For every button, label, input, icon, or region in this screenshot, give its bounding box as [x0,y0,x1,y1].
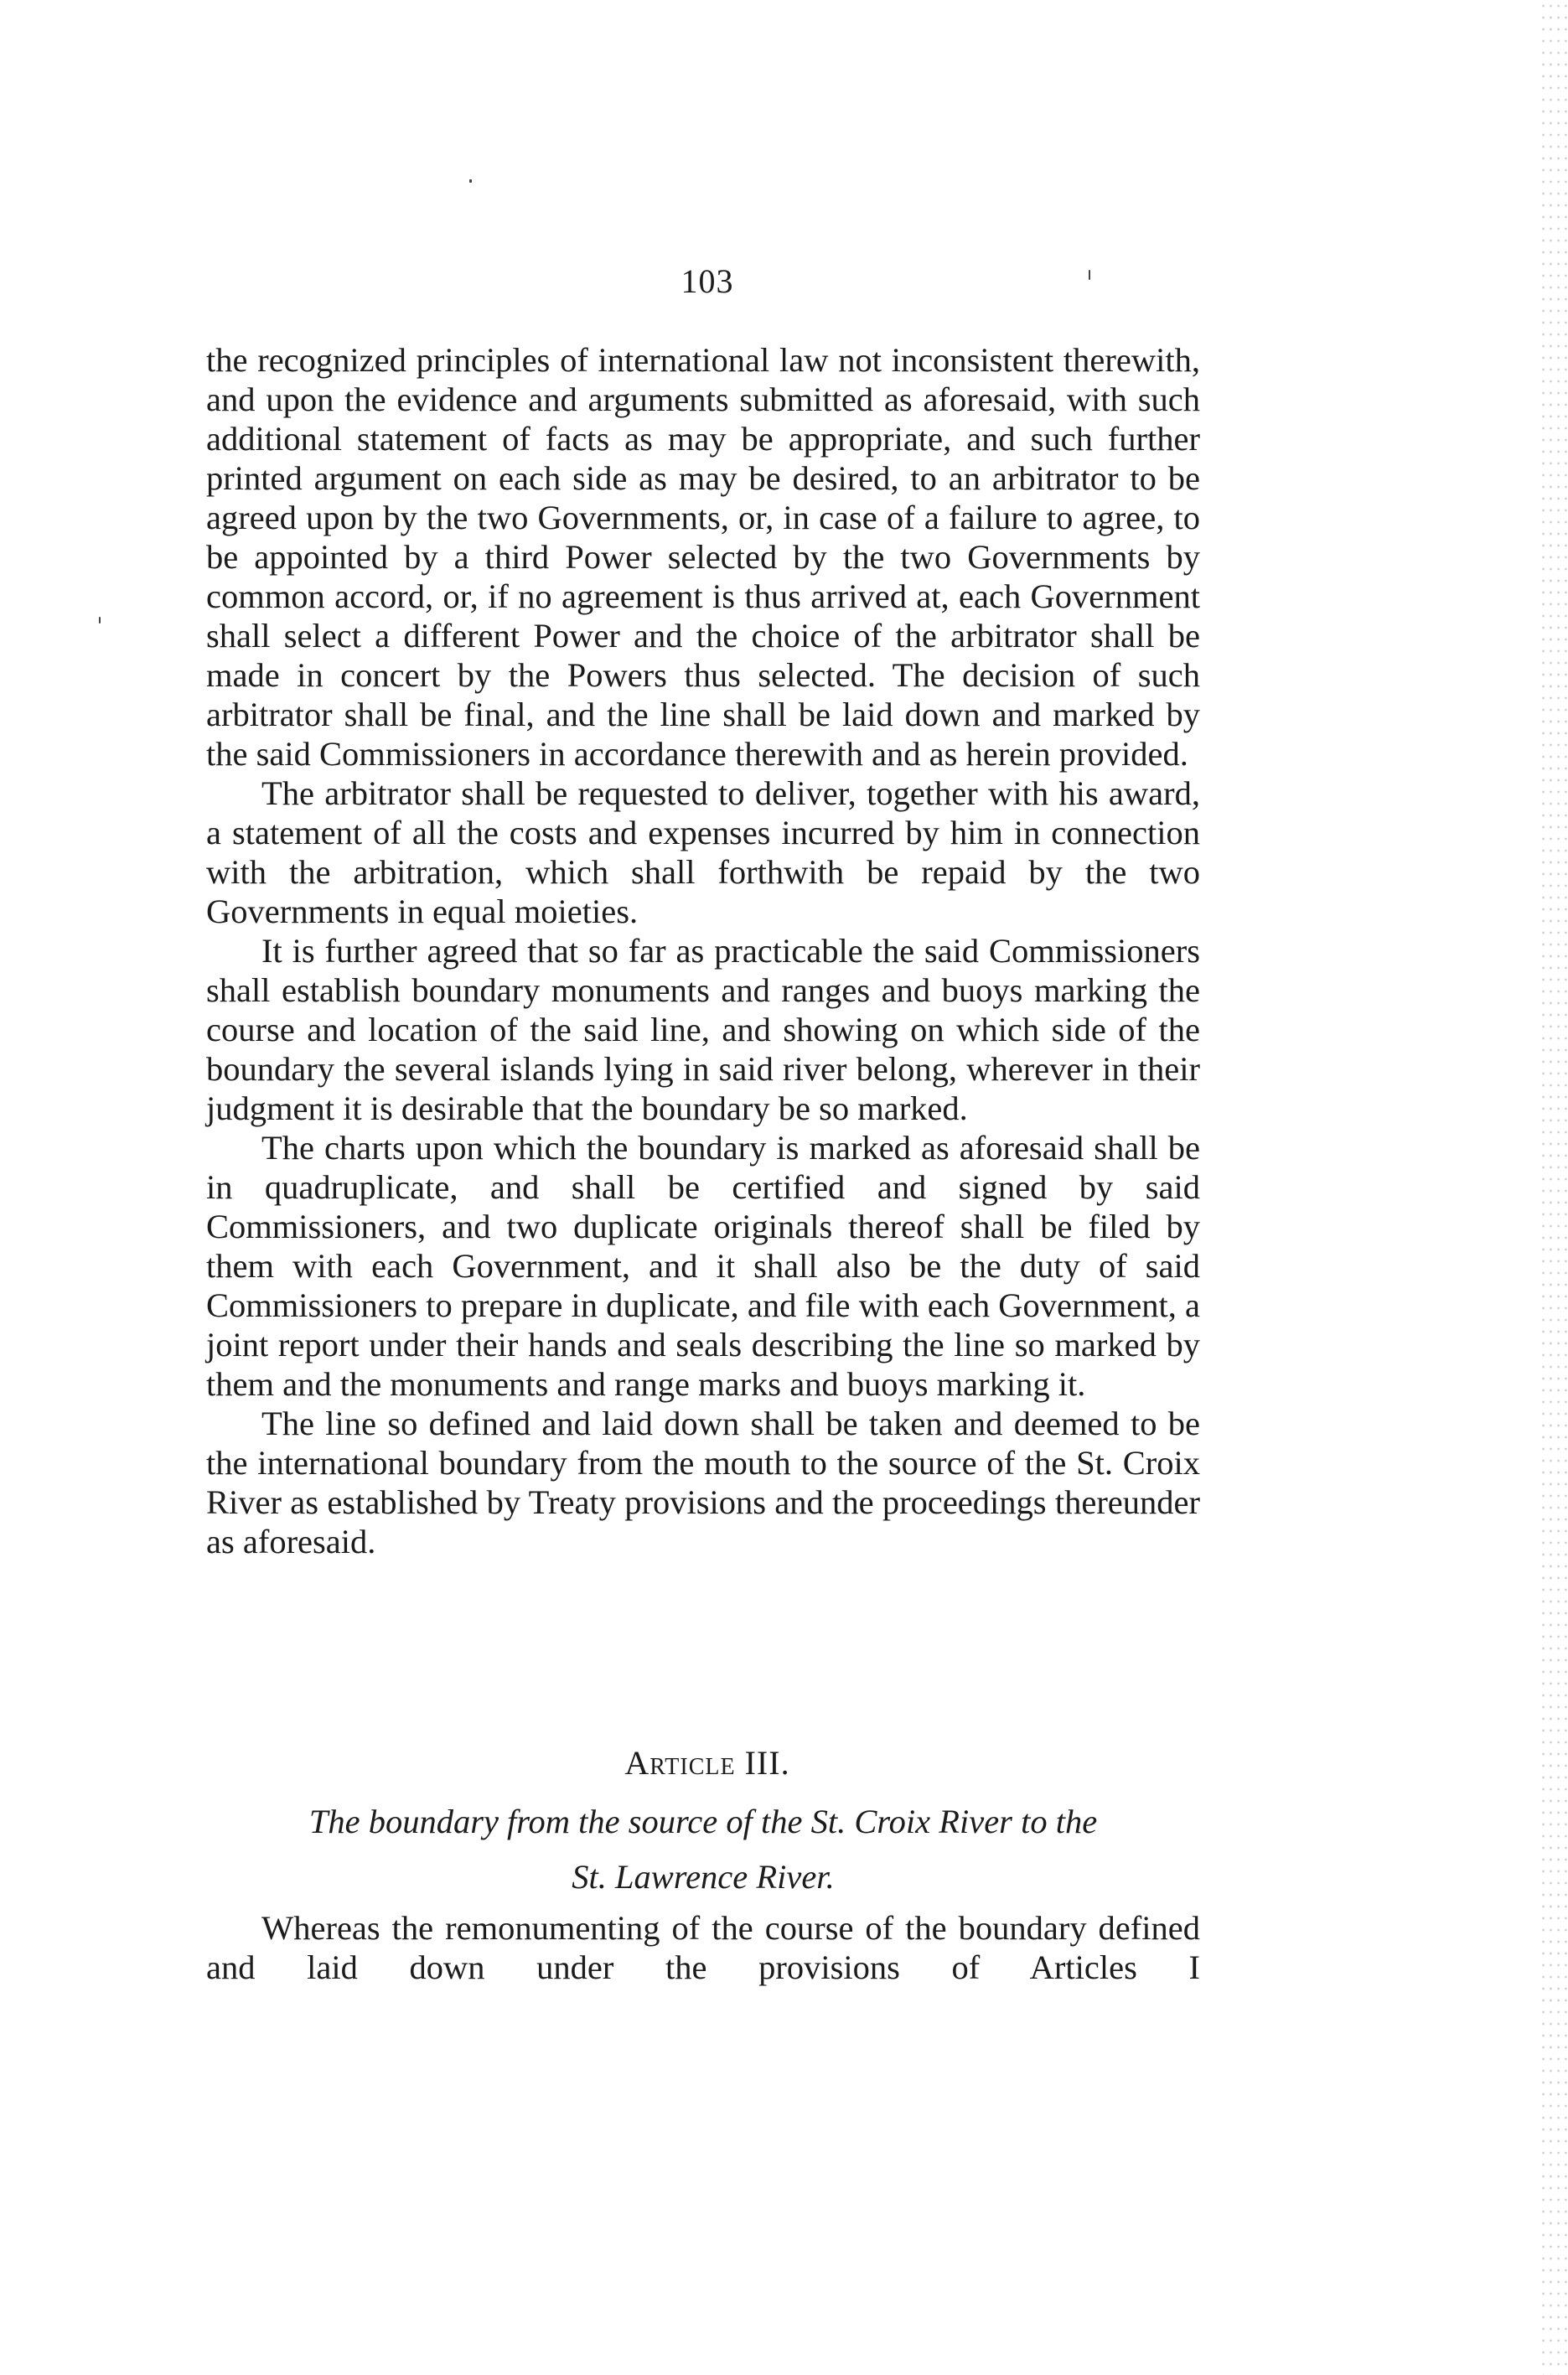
page-edge-shadow [1540,0,1568,2375]
paragraph: It is further agreed that so far as practicable the said Commissioners shall establish boundary monuments and ranges and buoys marking the course and location of the said line, and showing on which side of the boundary the several islands lying in said river belong, wherever in their judgment it is desirable that the boundary be so marked. [206,932,1200,1127]
ink-speck [469,179,472,183]
article-subtitle [206,1794,1200,1905]
ink-speck [99,617,101,624]
article-heading: Article III. [624,1744,790,1782]
page-number: 103 [681,262,734,300]
paragraph: Whereas the remonumenting of the course of the boundary defined and laid down under the provisions of Articles I [206,1909,1200,1986]
final-text [206,1908,1200,1987]
article-subtitle-line: St. Lawrence River. [572,1858,835,1896]
paragraph: The line so defined and laid down shall be taken and deemed to be the international boundary from the mouth to the source of the St. Croix River as established by Treaty provisions and the proceedings thereunder as aforesaid. [206,1405,1200,1560]
article-subtitle-line: The boundary from the source of the St. Croix River to the [308,1803,1098,1840]
paragraph: The charts upon which the boundary is marked as aforesaid shall be in quadruplicate, and shall be certified and signed by said Commissioners, and two duplicate originals thereof shall be filed by them with each Government, and it shall also be the duty of said Commissioners to prepare in duplicate, and file with each Government, a joint report under their hands and seals describing the line so marked by them and the monuments and range marks and buoys marking it. [206,1129,1200,1403]
body-text [206,340,1200,1561]
paragraph: The arbitrator shall be requested to deliver, together with his award, a statement of all the costs and expenses incurred by him in connection with the arbitration, which shall forthwith be repaid by the two Governments in equal moieties. [206,774,1200,930]
paragraph: the recognized principles of international law not inconsistent therewith, and upon the evidence and arguments submitted as aforesaid, with such additional statement of facts as may be appropriate, and such further printed argument on each side as may be desired, to an arbitrator to be agreed upon by the two Governments, or, in case of a failure to agree, to be appointed by a third Power selected by the two Governments by common accord, or, if no agreement is thus arrived at, each Government shall select a different Power and the choice of the arbitrator shall be made in concert by the Powers thus selected. The decision of such arbitrator shall be final, and the line shall be laid down and marked by the said Commissioners in accordance therewith and as herein provided. [206,341,1200,773]
